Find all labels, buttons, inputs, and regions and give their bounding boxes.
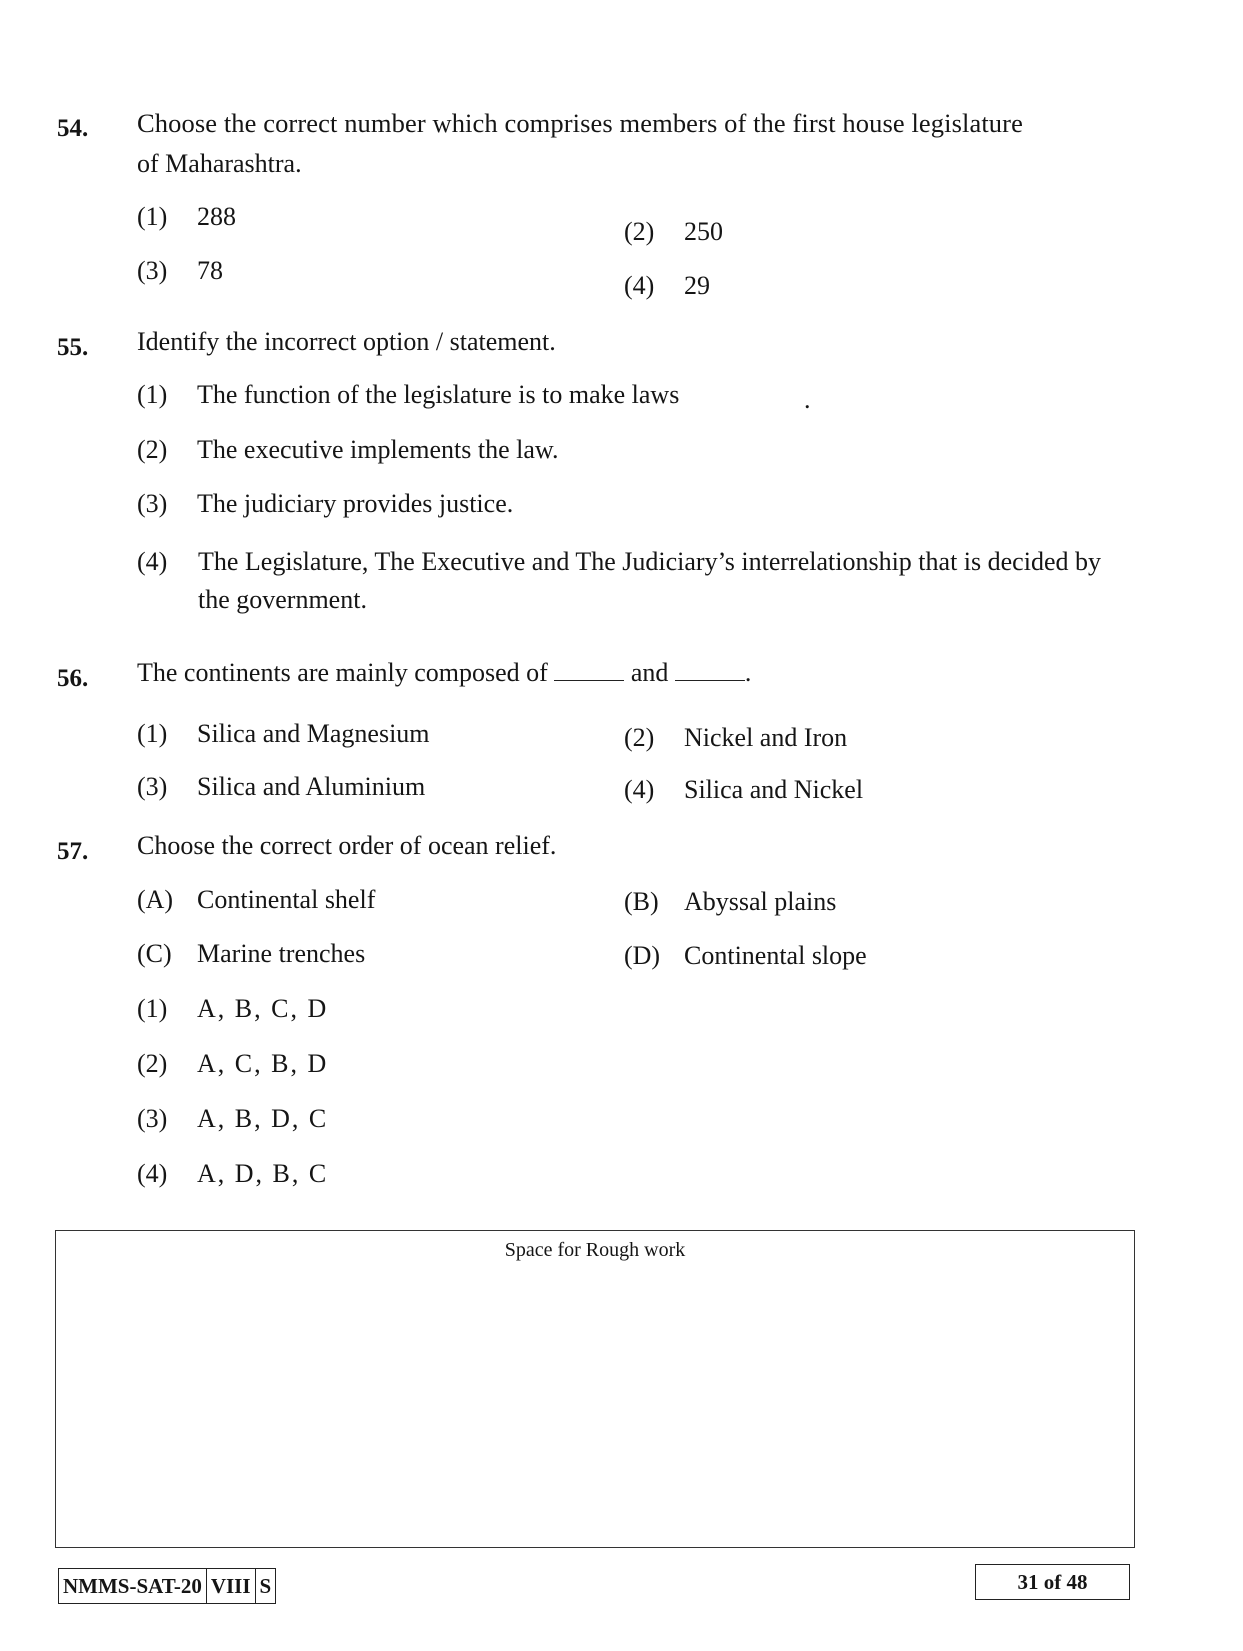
item-a [137,885,375,915]
exam-code: NMMS-SAT-20 [63,1573,202,1598]
option-label: (1) [137,202,168,231]
option-label: (4) [137,547,168,576]
option-label: (1) [137,380,168,409]
option-4 [137,543,1137,633]
question-text [137,654,751,692]
stray-mark: . [804,385,811,414]
option-text: Silica and Magnesium [197,719,430,748]
rough-work-box [55,1230,1135,1548]
option-1 [137,202,236,232]
option-1 [137,719,430,749]
option-text: The Legislature, The Executive and The Judiciary’s interrelationship that is decided by the government. [198,547,1101,614]
question-text-part-2: and [630,658,669,687]
option-1 [137,994,328,1024]
question-text: Choose the correct order of ocean relief. [137,831,557,860]
item-text: Continental shelf [197,885,376,914]
question-text-part-1: The continents are mainly composed of [137,658,548,687]
option-label: (3) [137,1104,168,1133]
option-label: (3) [137,489,168,518]
question-number: 56. [57,665,89,692]
rough-work-title: Space for Rough work [504,1239,686,1261]
item-text: Abyssal plains [684,887,837,916]
option-3 [137,256,223,286]
option-3 [137,489,513,519]
fill-in-blank [675,663,745,681]
option-4 [137,1159,328,1189]
option-text: Nickel and Iron [684,723,848,752]
option-text: 250 [684,217,723,246]
item-label: (B) [624,887,659,916]
class-code: VIII [206,1569,255,1603]
item-label: (C) [137,939,172,968]
exam-code-box [58,1568,276,1604]
question-text-line-1: Choose the correct number which comprises members of the first house legislature [137,108,1023,138]
question-number: 57. [57,838,89,865]
item-b [624,887,836,917]
option-text: 288 [197,202,236,231]
option-text: A, C, B, D [197,1049,329,1078]
option-label: (3) [137,772,168,801]
section-code: S [255,1569,276,1603]
option-text: The judiciary provides justice. [197,489,514,518]
option-label: (3) [137,256,168,285]
option-text: Silica and Nickel [684,775,864,804]
option-text: A, B, D, C [197,1104,329,1133]
option-2 [137,435,558,465]
question-text: Identify the incorrect option / statement. [137,327,556,356]
option-text: The function of the legislature is to make laws [197,380,680,409]
option-label: (2) [624,723,655,752]
option-text: The executive implements the law. [197,435,559,464]
item-c [137,939,365,969]
option-label: (4) [624,775,655,804]
question-text-end: . [744,658,752,687]
option-text: 29 [684,271,710,300]
question-number: 54. [57,115,89,142]
option-text: Silica and Aluminium [197,772,426,801]
item-label: (A) [137,885,174,914]
question-text-line-2: of Maharashtra. [137,149,302,178]
item-text: Marine trenches [197,939,366,968]
option-text: 78 [197,256,223,285]
option-label: (2) [624,217,655,246]
option-4 [624,271,710,301]
option-4 [624,775,863,805]
option-1 [137,380,679,410]
option-2 [624,217,723,247]
option-label: (4) [624,271,655,300]
option-label: (2) [137,1049,168,1078]
fill-in-blank [554,663,624,681]
option-label: (1) [137,719,168,748]
option-text: A, B, C, D [197,994,329,1023]
option-2 [137,1049,328,1079]
page-number: 31 of 48 [975,1564,1130,1600]
option-text: A, D, B, C [197,1159,329,1188]
option-2 [624,723,847,753]
item-label: (D) [624,941,661,970]
option-3 [137,772,425,802]
item-text: Continental slope [684,941,867,970]
question-number: 55. [57,334,89,361]
option-label: (2) [137,435,168,464]
item-d [624,941,867,971]
option-label: (1) [137,994,168,1023]
option-label: (4) [137,1159,168,1188]
option-3 [137,1104,328,1134]
